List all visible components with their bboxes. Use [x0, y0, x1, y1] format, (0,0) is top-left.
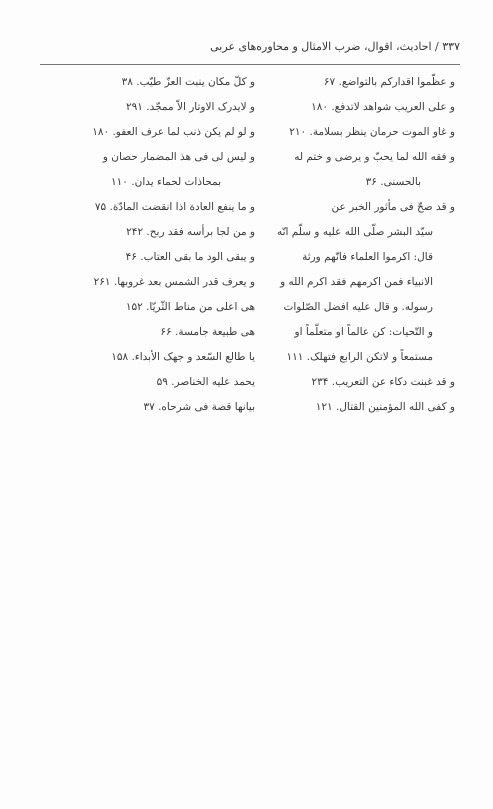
index-entry: و یبقی الود ما بقی العتاب. ۴۶: [125, 251, 255, 263]
header-rule: [40, 64, 460, 65]
index-entry: و لیس لی فی هذ المضمار حصان و: [102, 151, 255, 163]
index-entry: و فقه الله لما یحبّ و یرضی و ختم له: [294, 151, 455, 163]
index-entry: و کفی الله المؤمنین القتال. ۱۲۱: [315, 401, 455, 413]
index-entry-continuation: رسوله. و قال علیه افضل الصّلوات: [283, 301, 433, 313]
index-entry: و من لجا برأسه فقد ربح. ۲۴۲: [126, 226, 255, 238]
index-entry: و قد صحّ فی مأثور الخبر عن: [331, 201, 455, 213]
index-entry: و علی العریب شواهد لاتدفع. ۱۸۰: [311, 101, 455, 113]
index-entry: و لو لم یکن ذنب لما عرف العفو. ۱۸۰: [92, 126, 255, 138]
index-entry-continuation: قال: اکرموا العلماء فانّهم ورثة: [302, 251, 433, 263]
index-entry: هی اعلی من مناط الثّریّا. ۱۵۲: [125, 301, 255, 313]
index-column-left: [55, 70, 255, 420]
index-entry: و ما ینفع العادة اذا انقضت المادّة. ۷۵: [94, 201, 255, 213]
index-column-right: [255, 70, 455, 420]
index-entry-continuation: بالحسنی. ۳۶: [365, 176, 421, 188]
index-entry: و لایدرک الاوتار الاّ ممجّد. ۲۹۱: [126, 101, 255, 113]
index-entry: و غاو الموت حرمان ینظر بسلامة. ۲۱۰: [289, 126, 455, 138]
index-entry-continuation: و التّحیات: کن عالماً او متعلّماً او: [294, 326, 433, 338]
index-entry: و کلّ مکان ینبت العزّ طیّب. ۳۸: [121, 76, 255, 88]
index-entry: هی طبیعة جامسة. ۶۶: [160, 326, 255, 338]
index-entry: یحمد علیه الخناصر. ۵۹: [156, 376, 255, 388]
index-entry-continuation: الانبیاء فمن اکرمهم فقد اکرم الله و: [280, 276, 433, 288]
index-entry: بیانها قصة فی شرحاه. ۳۷: [143, 401, 255, 413]
index-entry: و قد غبنت دکاء عن التعریب. ۲۳۴: [311, 376, 455, 388]
index-entry-continuation: بمحاذات لحماء یدان. ۱۱۰: [111, 176, 221, 188]
running-header: ۳۳۷ / احادیث، اقوال، ضرب الامثال و محاوره‌های عربی: [210, 40, 460, 53]
index-entry-continuation: مستمعاً و لاتکن الرابع فتهلک. ۱۱۱: [286, 351, 433, 363]
index-entry-continuation: سیّد البشر صلّی الله علیه و سلّم انّه: [277, 226, 433, 238]
index-entry: و یعرف قدر الشمس بعد غروبها. ۲۶۱: [93, 276, 255, 288]
index-entry: و عظّموا اقدارکم بالتواضع. ۶۷: [323, 76, 455, 88]
index-entry: یا طالع السّعد و جهک الأبداء. ۱۵۸: [111, 351, 255, 363]
